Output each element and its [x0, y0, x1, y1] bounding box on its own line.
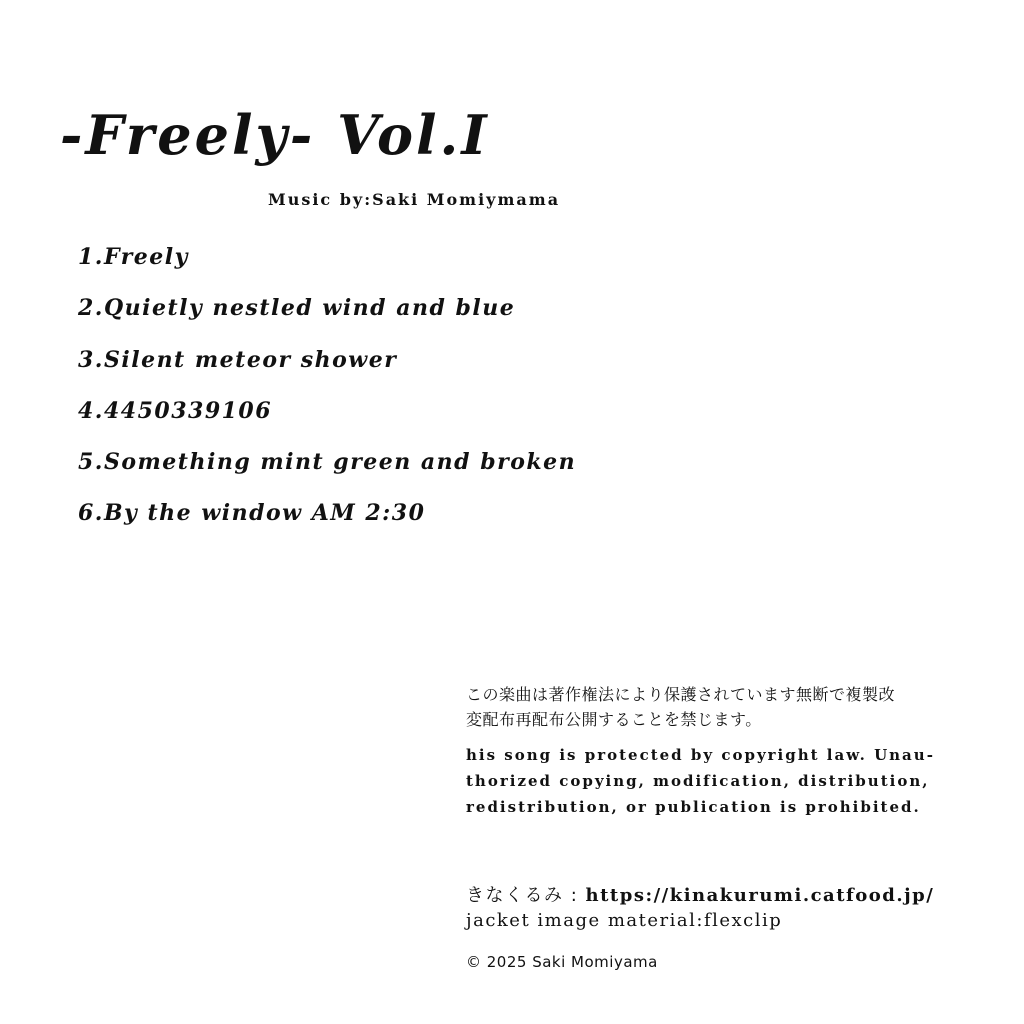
website-url[interactable]: https://kinakurumi.catfood.jp/	[585, 885, 935, 906]
track-item: 5.Something mint green and broken	[78, 449, 577, 476]
website-line	[466, 883, 934, 908]
website-label: きなくるみ :	[466, 885, 586, 906]
japanese-notice-line-1: この楽曲は著作権法により保護されています無断で複製改	[466, 685, 896, 704]
japanese-notice	[466, 682, 956, 732]
links-block	[466, 883, 934, 933]
track-item: 3.Silent meteor shower	[78, 346, 398, 373]
image-material-credit: jacket image material:flexclip	[466, 910, 783, 931]
track-item: 1.Freely	[78, 244, 189, 270]
english-notice: his song is protected by copyright law. Unauthorized copying, modification, distribution, redistribution, or publication is prohibited.	[466, 746, 933, 816]
copyright-notice	[466, 682, 956, 820]
copyright-line: © 2025 Saki Momiyama	[466, 953, 658, 971]
track-list	[78, 240, 576, 548]
japanese-notice-line-2: 変配布再配布公開することを禁じます。	[466, 710, 762, 729]
album-title: -Freely- Vol.Ⅰ	[60, 103, 490, 167]
track-item: 4.4450339106	[78, 397, 273, 424]
track-item: 6.By the window AM 2:30	[78, 500, 426, 527]
music-credit: Music by:Saki Momiymama	[268, 190, 561, 209]
track-item: 2.Quietly nestled wind and blue	[78, 295, 516, 322]
